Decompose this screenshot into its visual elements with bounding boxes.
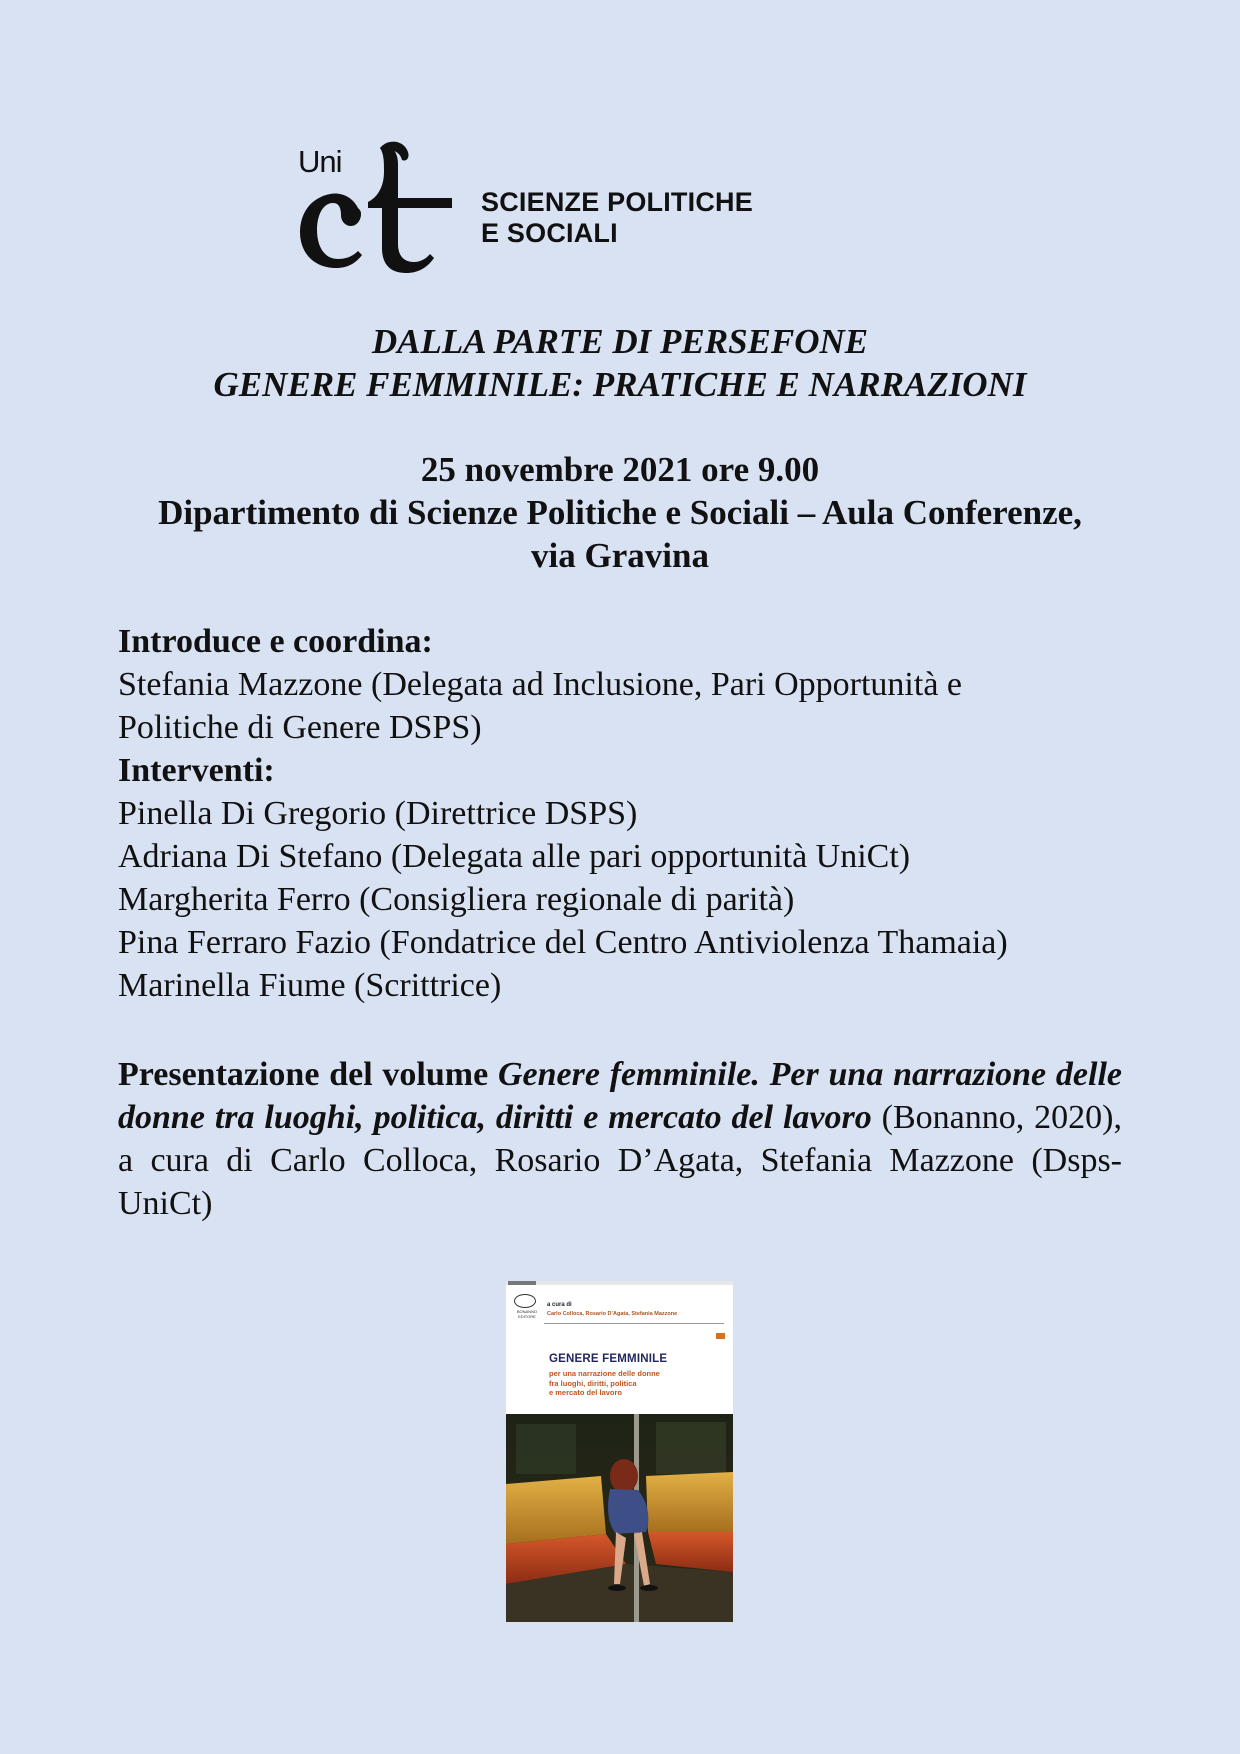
event-place-line1: Dipartimento di Scienze Politiche e Sociali – Aula Conferenze, [158,493,1082,532]
unict-logo [296,140,796,280]
cover-photo-illustration [506,1414,733,1622]
book-cover-image [506,1281,733,1622]
department-name-line1: SCIENZE POLITICHE [481,187,753,217]
book-title: Genere femminile. Per una narrazione delle donne tra luoghi, politica, diritti e mercato del lavoro [118,1056,1122,1136]
cover-subtitle-line: per una narrazione delle donne [549,1369,660,1378]
event-date: 25 novembre 2021 ore 9.00 [420,450,820,489]
intro-line2: Politiche di Genere DSPS) [118,709,482,746]
cover-publisher: BONANNO EDITORE [516,1309,538,1319]
intro-line1: Stefania Mazzone (Delegata ad Inclusione, Pari Opportunità e [118,666,963,703]
event-place-line2: via Gravina [531,536,709,575]
publisher-logo-icon [514,1294,536,1308]
speaker-item: Marinella Fiume (Scrittrice) [118,967,502,1004]
event-title-line2: GENERE FEMMINILE: PRATICHE E NARRAZIONI [213,365,1027,404]
cover-subtitle-line: fra luoghi, diritti, politica [549,1378,637,1388]
speaker-item: Pina Ferraro Fazio (Fondatrice del Centro Antiviolenza Thamaia) [118,924,1008,961]
book-details: (Bonanno, 2020), a cura di Carlo Colloca, Rosario D’Agata, Stefania Mazzone (Dsps-UniCt) [118,1099,1123,1222]
logo-uni-text: Uni [298,144,342,179]
cover-a-cura: a cura di [547,1302,572,1308]
speakers-heading: Interventi: [118,752,275,789]
intro-heading: Introduce e coordina: [118,623,433,660]
book-presentation [118,1053,1122,1225]
event-date-location [0,448,1240,577]
presentation-lead: Presentazione del volume [118,1056,489,1093]
cover-subtitle-line: e mercato del lavoro [549,1388,622,1397]
speaker-item: Adriana Di Stefano (Delegata alle pari opportunità UniCt) [118,838,911,875]
cover-editors: Carlo Colloca, Rosario D’Agata, Stefania Mazzone [547,1311,678,1317]
event-title-line1: DALLA PARTE DI PERSEFONE [371,322,869,361]
program [118,620,1122,1007]
cover-top-bar [506,1281,733,1285]
cover-subtitle [549,1369,719,1398]
department-name-line2: E SOCIALI [481,218,618,248]
speaker-item: Pinella Di Gregorio (Direttrice DSPS) [118,795,638,832]
department-name [481,187,753,249]
event-title [0,320,1240,406]
cover-divider [544,1323,724,1324]
cover-title: GENERE FEMMINILE [549,1353,668,1365]
speaker-item: Margherita Ferro (Consigliera regionale di parità) [118,881,795,918]
cover-accent [716,1333,725,1339]
